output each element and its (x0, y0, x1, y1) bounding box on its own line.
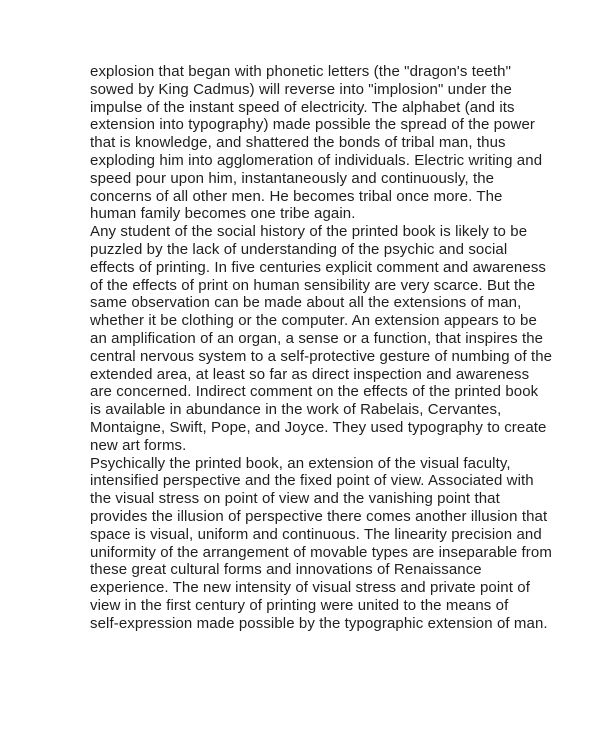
text-line: extended area, at least so far as direct inspection and awareness (90, 365, 530, 383)
text-line: whether it be clothing or the computer. An extension appears to be (90, 312, 537, 330)
text-line: an amplification of an organ, a sense or a function, that inspires the (90, 329, 544, 347)
text-line: is available in abundance in the work of Rabelais, Cervantes, (90, 401, 502, 419)
text-line: self-expression made possible by the typographic extension of man. (90, 614, 548, 632)
text-line: are concerned. Indirect comment on the effects of the printed book (90, 383, 539, 401)
text-line: Psychically the printed book, an extension of the visual faculty, (90, 454, 511, 472)
text-line: new art forms. (90, 436, 187, 454)
body-text (90, 63, 553, 633)
text-line: puzzled by the lack of understanding of the psychic and social (90, 240, 508, 258)
text-line: sowed by King Cadmus) will reverse into "implosion" under the (90, 80, 512, 98)
text-line: effects of printing. In five centuries explicit comment and awareness (90, 258, 547, 276)
text-line: exploding him into agglomeration of individuals. Electric writing and (90, 151, 543, 169)
text-line: uniformity of the arrangement of movable types are inseparable from (90, 543, 552, 561)
text-line: human family becomes one tribe again. (90, 205, 356, 223)
text-line: the visual stress on point of view and the vanishing point that (90, 490, 500, 508)
text-line: space is visual, uniform and continuous. The linearity precision and (90, 525, 542, 543)
text-line: Montaigne, Swift, Pope, and Joyce. They used typography to create (90, 418, 547, 436)
text-line: explosion that began with phonetic letters (the "dragon's teeth" (90, 63, 512, 80)
text-line: speed pour upon him, instantaneously and continuously, the (90, 169, 495, 187)
text-line: same observation can be made about all the extensions of man, (90, 294, 522, 312)
text-line: intensified perspective and the fixed point of view. Associated with (90, 472, 534, 490)
text-line: view in the first century of printing were united to the means of (90, 596, 509, 614)
text-line: provides the illusion of perspective there comes another illusion that (90, 507, 548, 525)
paragraph (90, 223, 553, 454)
text-line: extension into typography) made possible the spread of the power (90, 116, 536, 134)
paragraph (90, 454, 552, 633)
text-line: Any student of the social history of the printed book is likely to be (90, 223, 528, 241)
text-line: of the effects of print on human sensibility are very scarce. But the (90, 276, 536, 294)
text-line: impulse of the instant speed of electricity. The alphabet (and its (90, 98, 515, 116)
paragraph (90, 63, 543, 223)
text-line: concerns of all other men. He becomes tribal once more. The (90, 187, 503, 205)
text-line: these great cultural forms and innovations of Renaissance (90, 561, 482, 579)
text-line: that is knowledge, and shattered the bonds of tribal man, thus (90, 134, 506, 152)
text-line: experience. The new intensity of visual stress and private point of (90, 579, 530, 597)
text-line: central nervous system to a self-protective gesture of numbing of the (90, 347, 553, 365)
